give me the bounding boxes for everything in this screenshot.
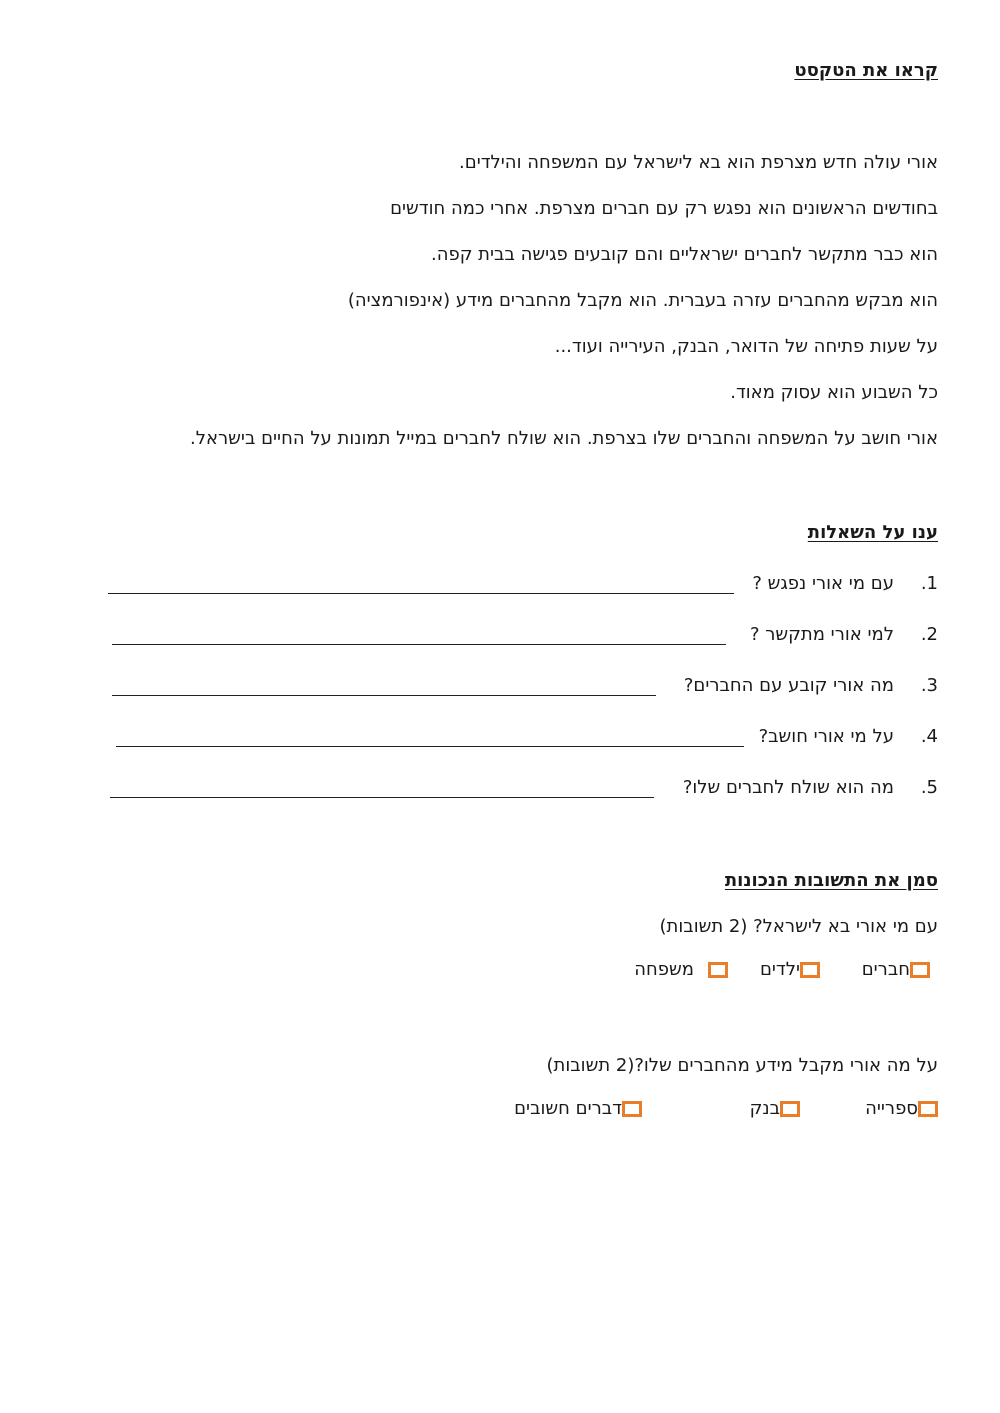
paragraph-line: הוא כבר מתקשר לחברים ישראליים והם קובעים פגישה בבית קפה. bbox=[430, 244, 938, 265]
question-text: על מי אורי חושב? bbox=[758, 726, 894, 747]
mc-options-1 bbox=[0, 958, 1000, 986]
checkbox-icon[interactable] bbox=[800, 962, 820, 978]
option-label: בנק bbox=[749, 1098, 780, 1119]
checkbox-icon[interactable] bbox=[708, 962, 728, 978]
answer-line-4[interactable] bbox=[116, 746, 744, 747]
question-row bbox=[750, 624, 938, 646]
question-text: עם מי אורי נפגש ? bbox=[752, 573, 894, 594]
paragraph-line: כל השבוע הוא עסוק מאוד. bbox=[730, 382, 938, 403]
mc-options-2 bbox=[0, 1097, 1000, 1125]
option-children[interactable] bbox=[760, 958, 820, 982]
checkbox-icon[interactable] bbox=[910, 962, 930, 978]
question-text: מה הוא שולח לחברים שלו? bbox=[682, 777, 894, 798]
checkbox-icon[interactable] bbox=[622, 1101, 642, 1117]
question-number: 5. bbox=[920, 777, 938, 798]
option-label: חברים bbox=[861, 959, 910, 980]
question-row bbox=[759, 726, 938, 748]
option-bank[interactable] bbox=[750, 1097, 800, 1121]
option-label: משפחה bbox=[634, 959, 694, 980]
paragraph-line: בחודשים הראשונים הוא נפגש רק עם חברים מצרפת. אחרי כמה חודשים bbox=[390, 198, 938, 219]
paragraph-line: הוא מבקש מהחברים עזרה בעברית. הוא מקבל מהחברים מידע (אינפורמציה) bbox=[347, 290, 938, 311]
answer-line-1[interactable] bbox=[108, 593, 734, 594]
option-label: דברים חשובים bbox=[514, 1098, 622, 1119]
question-text: מה אורי קובע עם החברים? bbox=[683, 675, 894, 696]
checkbox-icon[interactable] bbox=[918, 1101, 938, 1117]
question-row bbox=[683, 777, 938, 799]
paragraph-line: אורי חושב על המשפחה והחברים שלו בצרפת. הוא שולח לחברים במייל תמונות על החיים בישראל. bbox=[190, 428, 938, 449]
answer-line-5[interactable] bbox=[110, 797, 654, 798]
answer-line-3[interactable] bbox=[112, 695, 656, 696]
mc-prompt-2: על מה אורי מקבל מידע מהחברים שלו?(2 תשובות) bbox=[546, 1055, 938, 1076]
question-text: למי אורי מתקשר ? bbox=[749, 624, 894, 645]
option-label: ילדים bbox=[759, 959, 800, 980]
question-row bbox=[684, 675, 938, 697]
question-number: 3. bbox=[920, 675, 938, 696]
checkbox-icon[interactable] bbox=[780, 1101, 800, 1117]
read-text-heading: קראו את הטקסט bbox=[794, 60, 938, 81]
mark-answers-heading: סמן את התשובות הנכונות bbox=[724, 870, 938, 891]
paragraph-line: על שעות פתיחה של הדואר, הבנק, העירייה ועוד... bbox=[554, 336, 938, 357]
option-library[interactable] bbox=[865, 1097, 938, 1121]
paragraph-line: אורי עולה חדש מצרפת הוא בא לישראל עם המשפחה והילדים. bbox=[459, 152, 938, 173]
question-number: 2. bbox=[920, 624, 938, 645]
option-important-things[interactable] bbox=[514, 1097, 642, 1121]
option-family[interactable] bbox=[634, 958, 728, 982]
mc-prompt-1: עם מי אורי בא לישראל? (2 תשובות) bbox=[659, 916, 938, 937]
option-friends[interactable] bbox=[862, 958, 930, 982]
question-number: 4. bbox=[920, 726, 938, 747]
question-row bbox=[752, 573, 938, 595]
question-number: 1. bbox=[920, 573, 938, 594]
option-label: ספרייה bbox=[865, 1098, 918, 1119]
answer-line-2[interactable] bbox=[112, 644, 726, 645]
questions-heading: ענו על השאלות bbox=[807, 522, 938, 543]
